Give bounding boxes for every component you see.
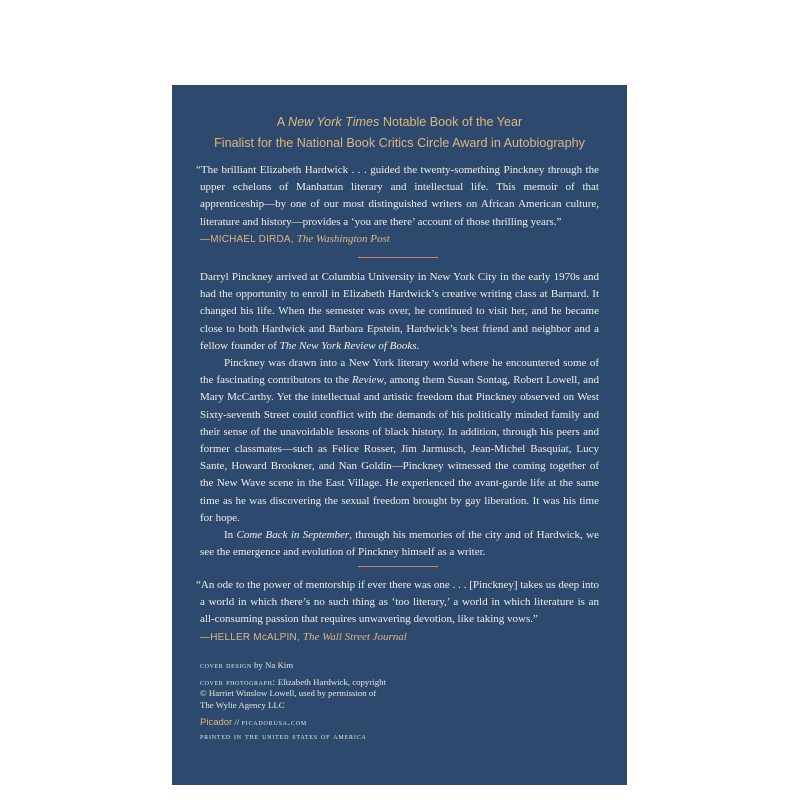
accolade-nbcc-finalist: Finalist for the National Book Critics Circle Award in Autobiography (214, 136, 585, 150)
credit-line: The Wylie Agency LLC (200, 699, 285, 710)
description-text: , among them Susan Sontag, Robert Lowell, and Mary McCarthy. Yet the intellectual and artistic freedom that Pinckney observed on West Sixty-seventh Street could conflict with the demands of his politically minded family and their sense of the unavoidable lessons of black history. In addition, through his peers and former classmates—such as Felice Rosser, Jim Jarmusch, Jean-Michel Basquiat, Lucy Sante, Howard Brookner, and Nan Goldin—Pinckney witnessed the coming together of the New Wave scene in the East Village. He experienced the avant-garde life at the same time as he was discovering the sexual freedom brought by gay liberation. It was his time for hope. (200, 374, 599, 524)
credit-label: cover photograph: (200, 677, 276, 688)
description-title: The New York Review of Books (279, 339, 417, 352)
quote-text: “The brilliant Elizabeth Hardwick . . . guided the twenty-something Pinckney through the upper echelons of Manhattan literary and intellectual life. This memoir of that apprenticeship—by one of our most distinguished writers on African American culture, literature and history—provides a ‘you are there’ account of those thrilling years.” (196, 164, 599, 228)
quote-attribution (200, 629, 599, 646)
description-paragraph-3 (200, 527, 599, 561)
accolade-nyt-title: New York Times (288, 115, 380, 129)
cover-photo-credit (200, 677, 599, 688)
description-paragraph-1 (200, 269, 599, 355)
review-quote-mcalpin (196, 577, 599, 646)
credits (200, 660, 599, 742)
printed-text: printed in the united states of america (200, 731, 367, 742)
book-description (200, 269, 599, 561)
quote-text: “An ode to the power of mentorship if ever there was one . . . [Pinckney] takes us deep into a world in which there’s no such thing as ‘too literary,’ a world in which literature is an all-consuming passion that requires unwavering devotion, like taking vows.” (196, 579, 599, 626)
attribution-name: —HELLER McALPIN, (200, 631, 303, 643)
review-quote-dirda (196, 162, 599, 248)
description-title: Review (352, 374, 384, 387)
publisher-website: picadorusa.com (241, 716, 307, 727)
description-paragraph-2 (200, 355, 599, 527)
description-text: Darryl Pinckney arrived at Columbia University in New York City in the early 1970s and had the opportunity to enroll in Elizabeth Hardwick’s creative writing class at Barnard. It changed his life. When the semester was over, he continued to visit her, and he became close to both Hardwick and Barbara Epstein, Hardwick’s best friend and neighbor and a fellow founder of (200, 271, 599, 352)
accolade-suffix: Notable Book of the Year (379, 115, 523, 129)
credit-value: by Na Kim (251, 660, 294, 670)
description-text: Pinckney was drawn into a New York literary world where he encountered some of the fascinating contributors to the (200, 357, 599, 387)
accolade-prefix: A (276, 115, 289, 129)
attribution-name: —MICHAEL DIRDA, (200, 233, 297, 245)
divider (358, 566, 438, 567)
publisher-name: Picador (200, 716, 233, 728)
credit-value: Elizabeth Hardwick, copyright (275, 677, 386, 688)
attribution-source: The Washington Post (296, 232, 390, 245)
publisher-separator: // (232, 716, 242, 727)
printed-line (200, 731, 599, 742)
description-title: Come Back in September (236, 529, 350, 542)
description-text: . (416, 339, 420, 352)
publisher-line (200, 717, 599, 728)
quote-attribution (200, 231, 599, 248)
description-text: In (224, 529, 237, 542)
accolade-notable-book (172, 115, 627, 129)
divider (358, 257, 438, 258)
credit-line: © Harriet Winslow Lowell, used by permission of (200, 688, 377, 699)
attribution-source: The Wall Street Journal (302, 630, 407, 643)
cover-design-credit (200, 660, 599, 671)
back-cover (172, 85, 627, 785)
credit-label: cover design (200, 660, 252, 670)
description-text: , through his memories of the city and of Hardwick, we see the emergence and evolution of Pinckney himself as a writer. (200, 529, 599, 559)
